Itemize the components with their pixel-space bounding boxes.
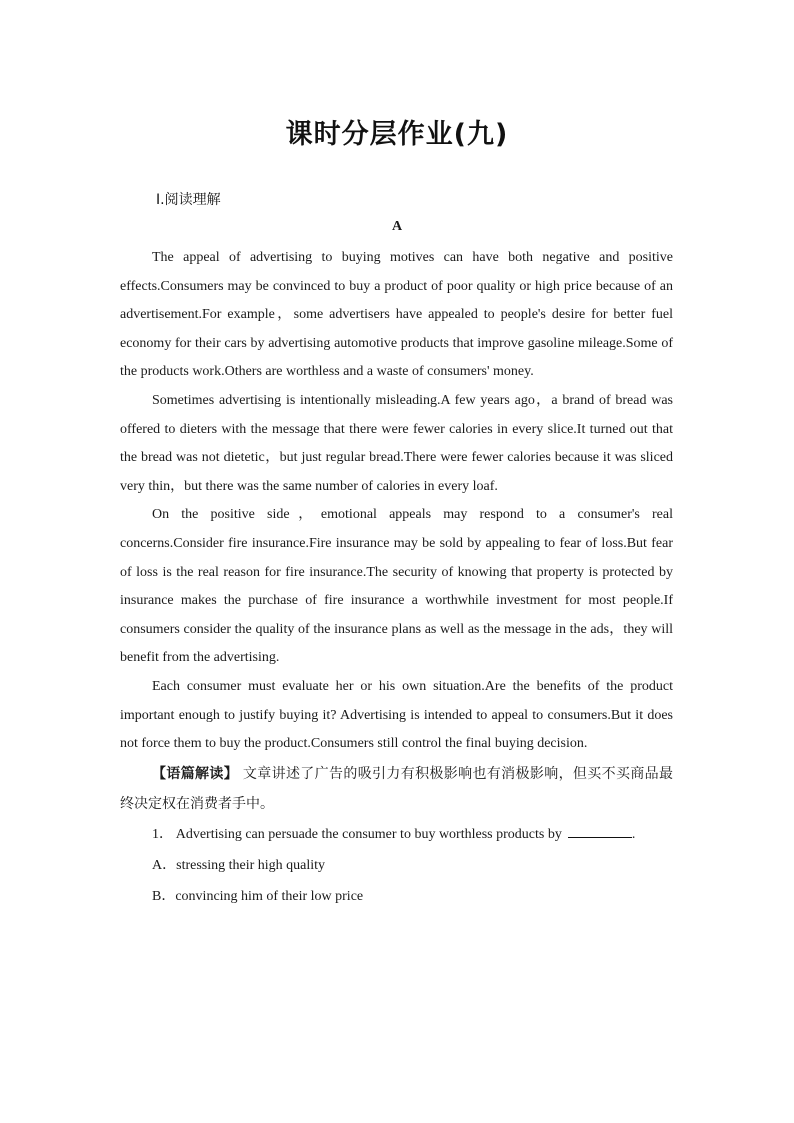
answer-blank[interactable]	[568, 825, 632, 838]
passage-body	[120, 244, 673, 912]
passage-label: A	[391, 219, 403, 234]
page-title: 课时分层作业(九)	[285, 119, 509, 150]
paragraph: On the positive side，emotional appeals may respond to a consumer's real concerns.Consider fire insurance.Fire insurance may be sold by appealing to fear of loss.But fear of loss is the real reason for fire insurance.The security of knowing that property is protected by insurance makes the purchase of fire insurance a worthwhile investment for most people.If consumers consider the quality of the insurance plans as well as the message in the ads，they will benefit from the advertising.	[120, 507, 673, 666]
question-stem-end: .	[631, 826, 636, 842]
section-heading: Ⅰ.阅读理解	[156, 192, 221, 208]
question-number: 1．	[152, 826, 173, 842]
option-text: stressing their high quality	[176, 857, 326, 873]
paragraph: Each consumer must evaluate her or his own situation.Are the benefits of the product important enough to justify buying it? Advertising is intended to appeal to consumers.But it does not force them to buy the product.Consumers still control the final buying decision.	[120, 678, 673, 752]
analysis-text: 文章讲述了广告的吸引力有积极影响也有消极影响，但买不买商品最终决定权在消费者手中。	[120, 765, 674, 812]
option-b[interactable]	[120, 881, 673, 912]
option-letter: A．	[152, 857, 177, 873]
analysis-tag: 【语篇解读】	[152, 765, 239, 782]
option-text: convincing him of their low price	[175, 888, 364, 904]
option-a[interactable]	[120, 850, 673, 881]
question-stem: Advertising can persuade the consumer to buy worthless products by	[175, 826, 562, 842]
passage-analysis	[120, 759, 673, 819]
paragraph: The appeal of advertising to buying motives can have both negative and positive effects.Consumers may be convinced to buy a product of poor quality or high price because of an advertisement.For example，some advertisers have appealed to people's desire for better fuel economy for their cars by advertising automotive products that improve gasoline mileage.Some of the products work.Others are worthless and a waste of consumers' money.	[120, 250, 673, 380]
paragraph: Sometimes advertising is intentionally misleading.A few years ago，a brand of bread was offered to dieters with the message that there were fewer calories in every slice.It turned out that the bread was not dietetic，but just regular bread.There were fewer calories because it was sliced very thin，but there was the same number of calories in every loaf.	[120, 392, 673, 494]
question-1	[120, 819, 673, 850]
option-letter: B．	[152, 888, 176, 904]
